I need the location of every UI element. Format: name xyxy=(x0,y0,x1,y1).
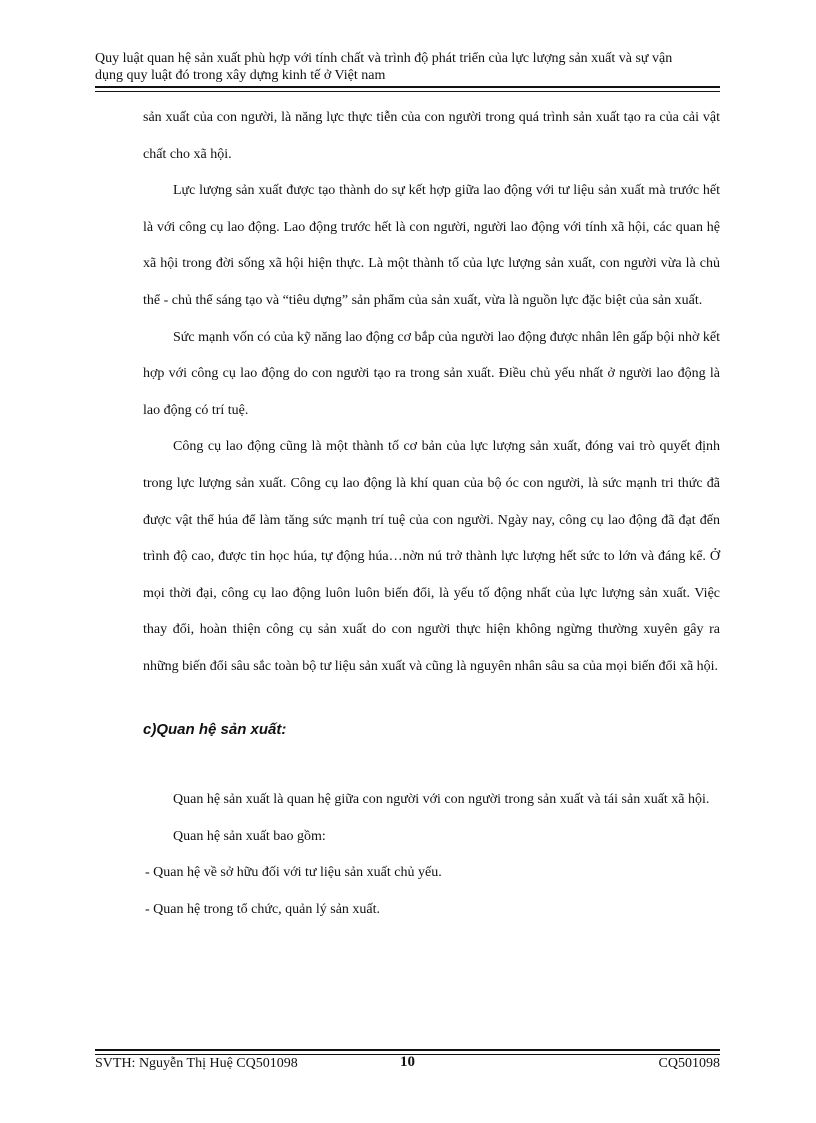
list-item-2: - Quan hệ trong tổ chức, quản lý sản xuất. xyxy=(145,901,381,917)
page-header xyxy=(95,50,720,84)
header-line-1: Quy luật quan hệ sản xuất phù hợp với tính chất và trình độ phát triển của lực lượng sản xuất và sự vận xyxy=(95,51,673,66)
paragraph-3: Sức mạnh vốn có của kỹ năng lao động cơ bắp của người lao động được nhân lên gấp bội nhờ kết hợp với công cụ lao động do con người tạo ra trong sản xuất. Điều chủ yếu nhất ở người lao động là lao động có trí tuệ. xyxy=(143,329,720,418)
header-rule xyxy=(95,86,720,92)
list-item-1: - Quan hệ về sở hữu đối với tư liệu sản xuất chủ yếu. xyxy=(145,865,442,881)
section-heading: c)Quan hệ sản xuất: xyxy=(143,720,287,738)
paragraph-5: Quan hệ sản xuất là quan hệ giữa con người với con người trong sản xuất và tái sản xuất xã hội. xyxy=(173,792,710,808)
paragraph-1: sản xuất của con người, là năng lực thực tiễn của con người trong quá trình sản xuất tạo ra của cải vật chất cho xã hội. xyxy=(143,110,720,162)
footer-code: CQ501098 xyxy=(658,1056,720,1071)
page-body xyxy=(143,100,720,928)
page-number: 10 xyxy=(400,1054,415,1070)
paragraph-6: Quan hệ sản xuất bao gồm: xyxy=(173,828,326,844)
paragraph-2: Lực lượng sản xuất được tạo thành do sự kết hợp giữa lao động với tư liệu sản xuất mà trước hết là với công cụ lao động. Lao động trước hết là con người, người lao động với tính xã hội, các quan hệ xã hội trong đời sống xã hội hiện thực. Là một thành tố của lực lượng sản xuất, con người vừa là chủ thể - chủ thể sáng tạo và “tiêu dựng” sản phẩm của sản xuất, vừa là nguồn lực đặc biệt của sản xuất. xyxy=(143,183,720,308)
paragraph-4: Công cụ lao động cũng là một thành tố cơ bản của lực lượng sản xuất, đóng vai trò quyết định trong lực lượng sản xuất. Công cụ lao động là khí quan của bộ óc con người, là sức mạnh tri thức đã được vật thể húa để làm tăng sức mạnh trí tuệ của con người. Ngày nay, công cụ lao động đã đạt đến trình độ cao, được tin học húa, tự động húa…nờn nú trở thành lực lượng hết sức to lớn và đáng kể. Ở mọi thời đại, công cụ lao động luôn luôn biến đổi, là yếu tố động nhất của lực lượng sản xuất. Việc thay đổi, hoàn thiện công cụ sản xuất do con người thực hiện không ngừng thường xuyên gây ra những biến đổi sâu sắc toàn bộ tư liệu sản xuất và cũng là nguyên nhân sâu sa của mọi biến đổi xã hội. xyxy=(143,439,720,674)
footer-author: SVTH: Nguyễn Thị Huệ CQ501098 xyxy=(95,1056,298,1071)
header-line-2: dụng quy luật đó trong xây dựng kinh tế ở Việt nam xyxy=(95,68,386,83)
